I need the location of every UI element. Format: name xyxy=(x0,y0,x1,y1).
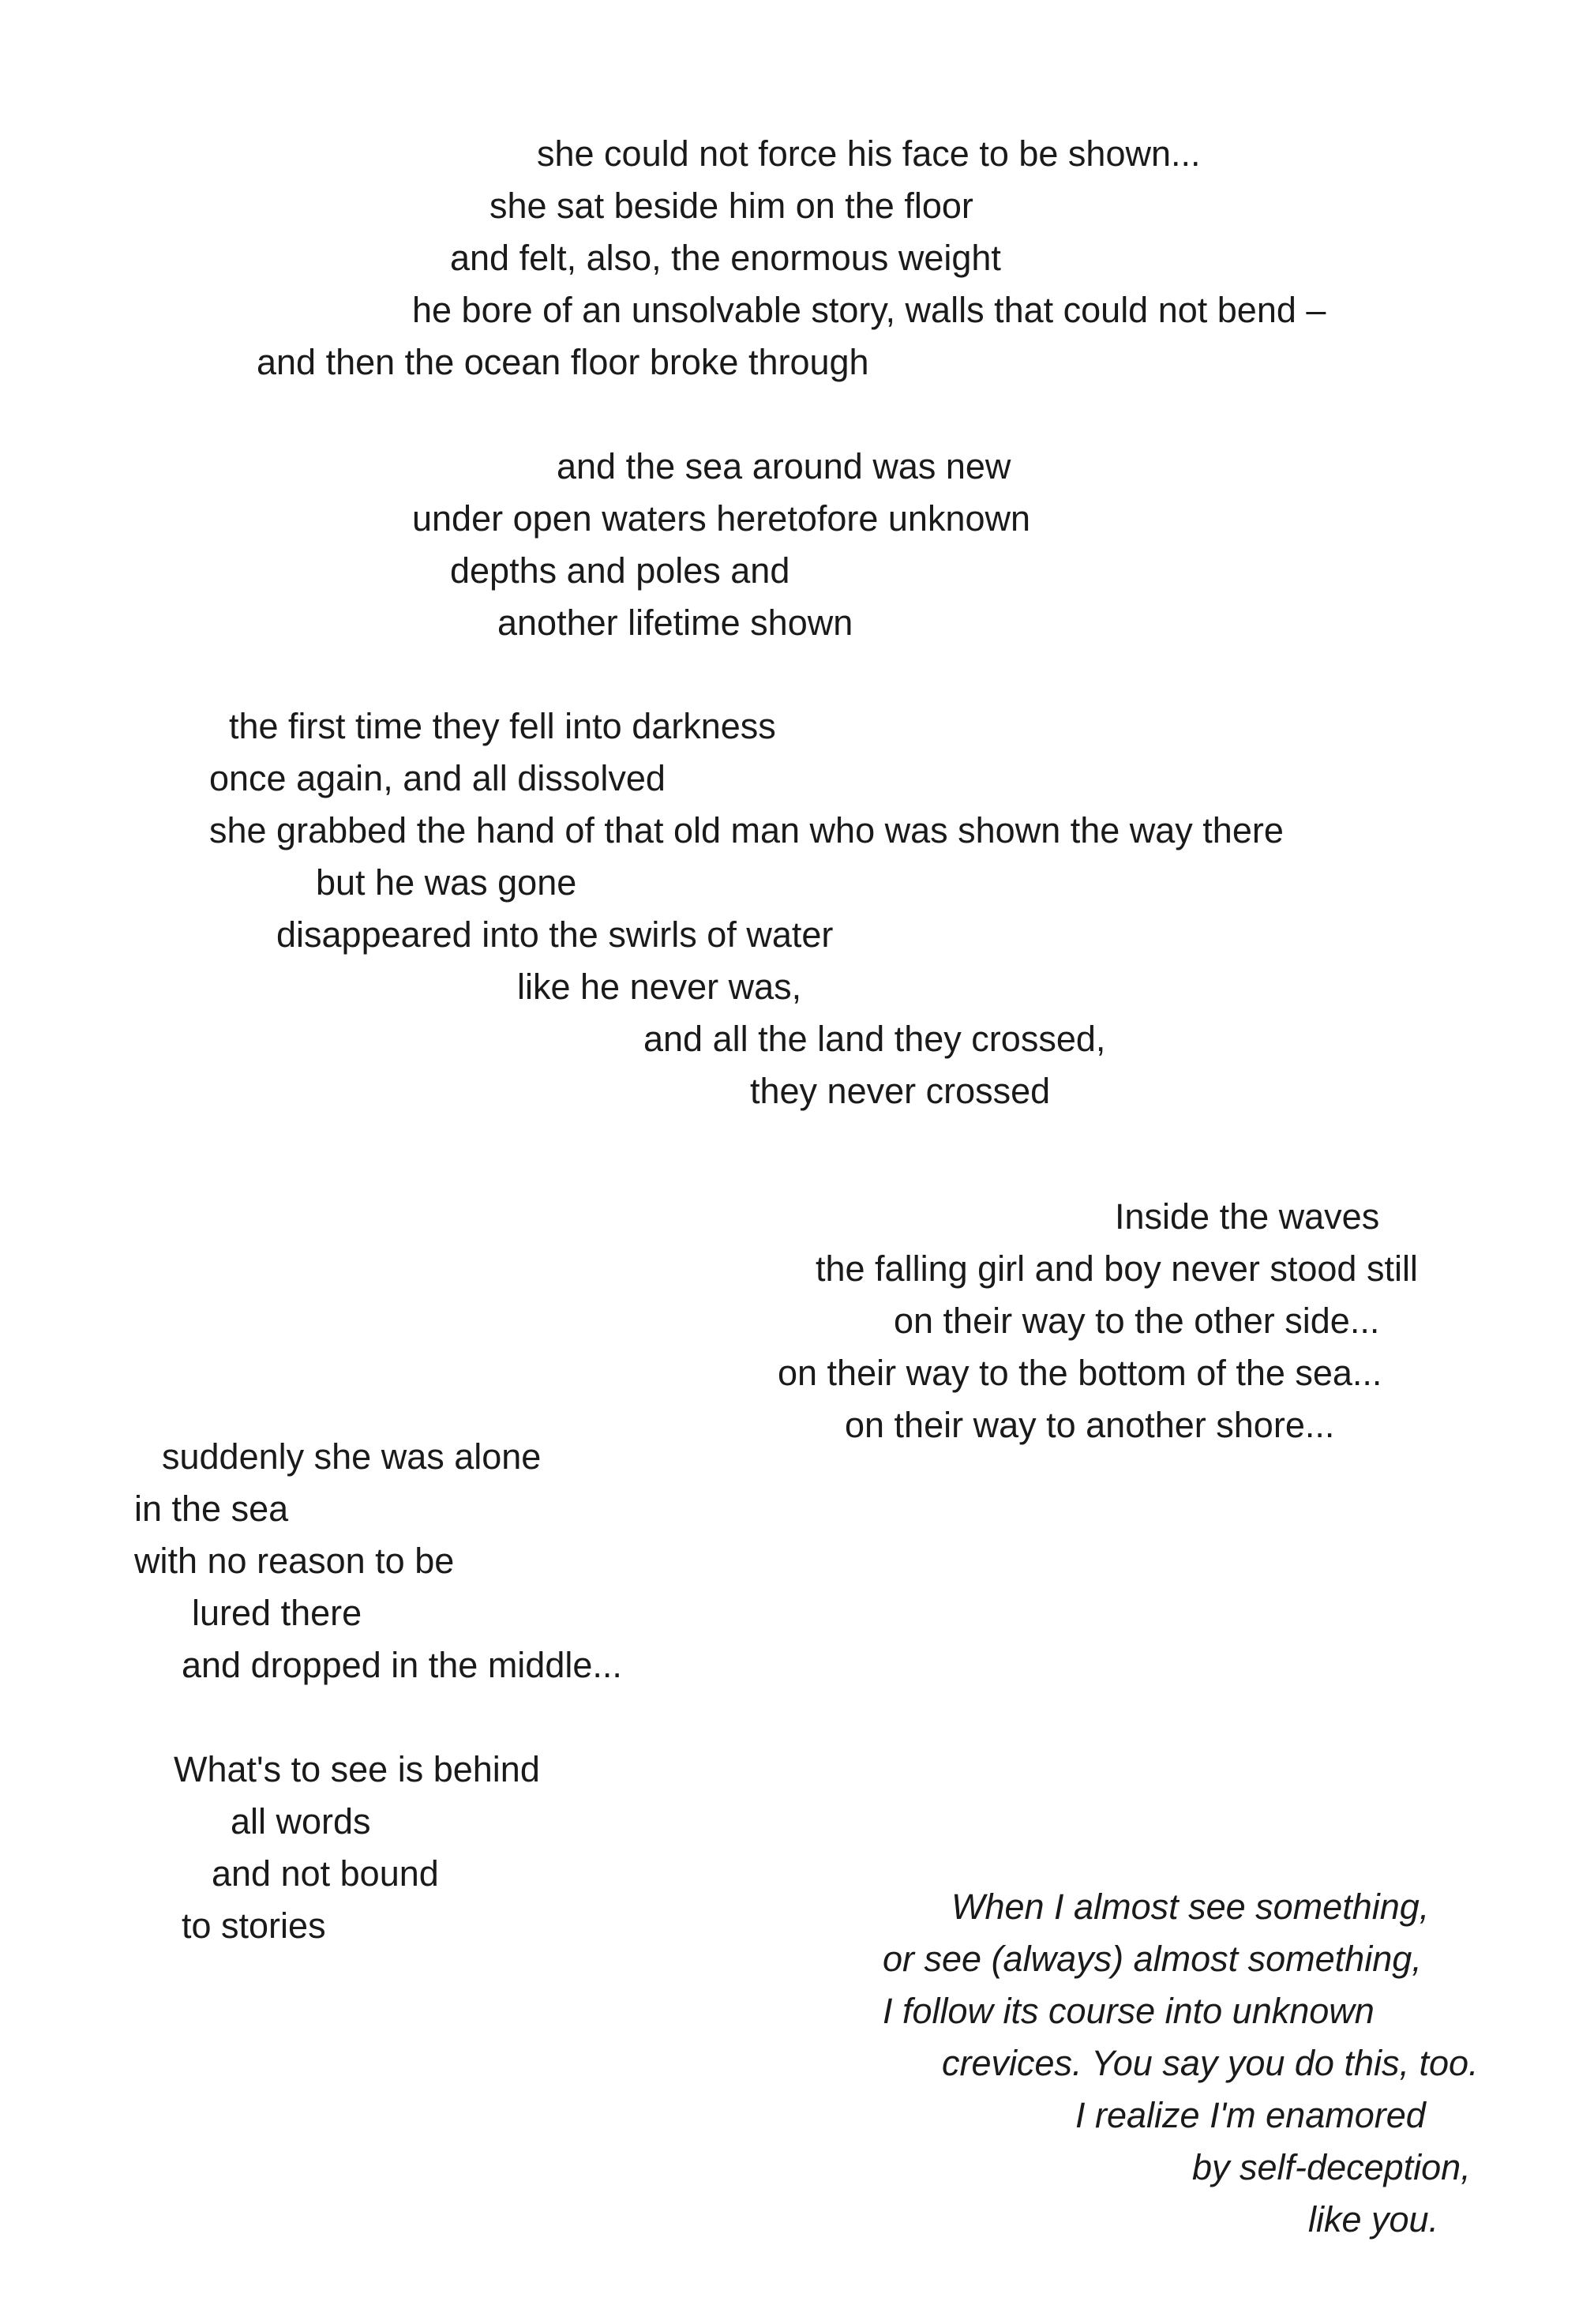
poem-line: I follow its course into unknown xyxy=(883,1991,1375,2031)
poem-line: and dropped in the middle... xyxy=(182,1645,622,1685)
poem-line: all words xyxy=(231,1801,371,1842)
poem-line: like he never was, xyxy=(517,967,802,1007)
poem-line: another lifetime shown xyxy=(497,603,853,643)
poem-line: on their way to the other side... xyxy=(894,1301,1380,1341)
poem-line: on their way to the bottom of the sea... xyxy=(778,1353,1382,1393)
poem-line: and felt, also, the enormous weight xyxy=(450,238,1001,278)
poem-line: he bore of an unsolvable story, walls that could not bend – xyxy=(412,290,1326,330)
poem-line: by self-deception, xyxy=(1192,2147,1471,2187)
poem-line: disappeared into the swirls of water xyxy=(276,914,834,955)
poem-line: and all the land they crossed, xyxy=(643,1019,1106,1059)
poem-line: and then the ocean floor broke through xyxy=(257,342,869,382)
poem-line: she could not force his face to be shown... xyxy=(537,133,1201,174)
poem-line: with no reason to be xyxy=(134,1541,455,1581)
poem-line: I realize I'm enamored xyxy=(1075,2095,1426,2135)
poem-line: she grabbed the hand of that old man who was shown the way there xyxy=(209,810,1284,850)
poem-line: but he was gone xyxy=(316,862,577,903)
poem-line: she sat beside him on the floor xyxy=(489,186,973,226)
poem-line: they never crossed xyxy=(750,1071,1051,1111)
poem-line: on their way to another shore... xyxy=(845,1405,1335,1445)
poem-line: or see (always) almost something, xyxy=(883,1939,1422,1979)
poem-line: to stories xyxy=(182,1905,326,1946)
poem-line: What's to see is behind xyxy=(174,1749,540,1789)
poem-line: Inside the waves xyxy=(1115,1196,1380,1237)
poem-line: the falling girl and boy never stood still xyxy=(816,1248,1418,1289)
poem-line: crevices. You say you do this, too. xyxy=(942,2043,1479,2083)
poem-line: suddenly she was alone xyxy=(162,1436,542,1477)
poem-line: under open waters heretofore unknown xyxy=(412,498,1031,539)
poem-line: lured there xyxy=(192,1593,362,1633)
poem-line: in the sea xyxy=(134,1489,289,1529)
poem-line: When I almost see something, xyxy=(951,1887,1430,1927)
poem-line: and not bound xyxy=(212,1853,439,1894)
poem-line: like you. xyxy=(1308,2199,1439,2240)
poem-line: and the sea around was new xyxy=(557,446,1011,486)
poem-line: depths and poles and xyxy=(450,550,790,591)
poem-line: once again, and all dissolved xyxy=(209,758,666,798)
poem-line: the first time they fell into darkness xyxy=(229,706,776,746)
